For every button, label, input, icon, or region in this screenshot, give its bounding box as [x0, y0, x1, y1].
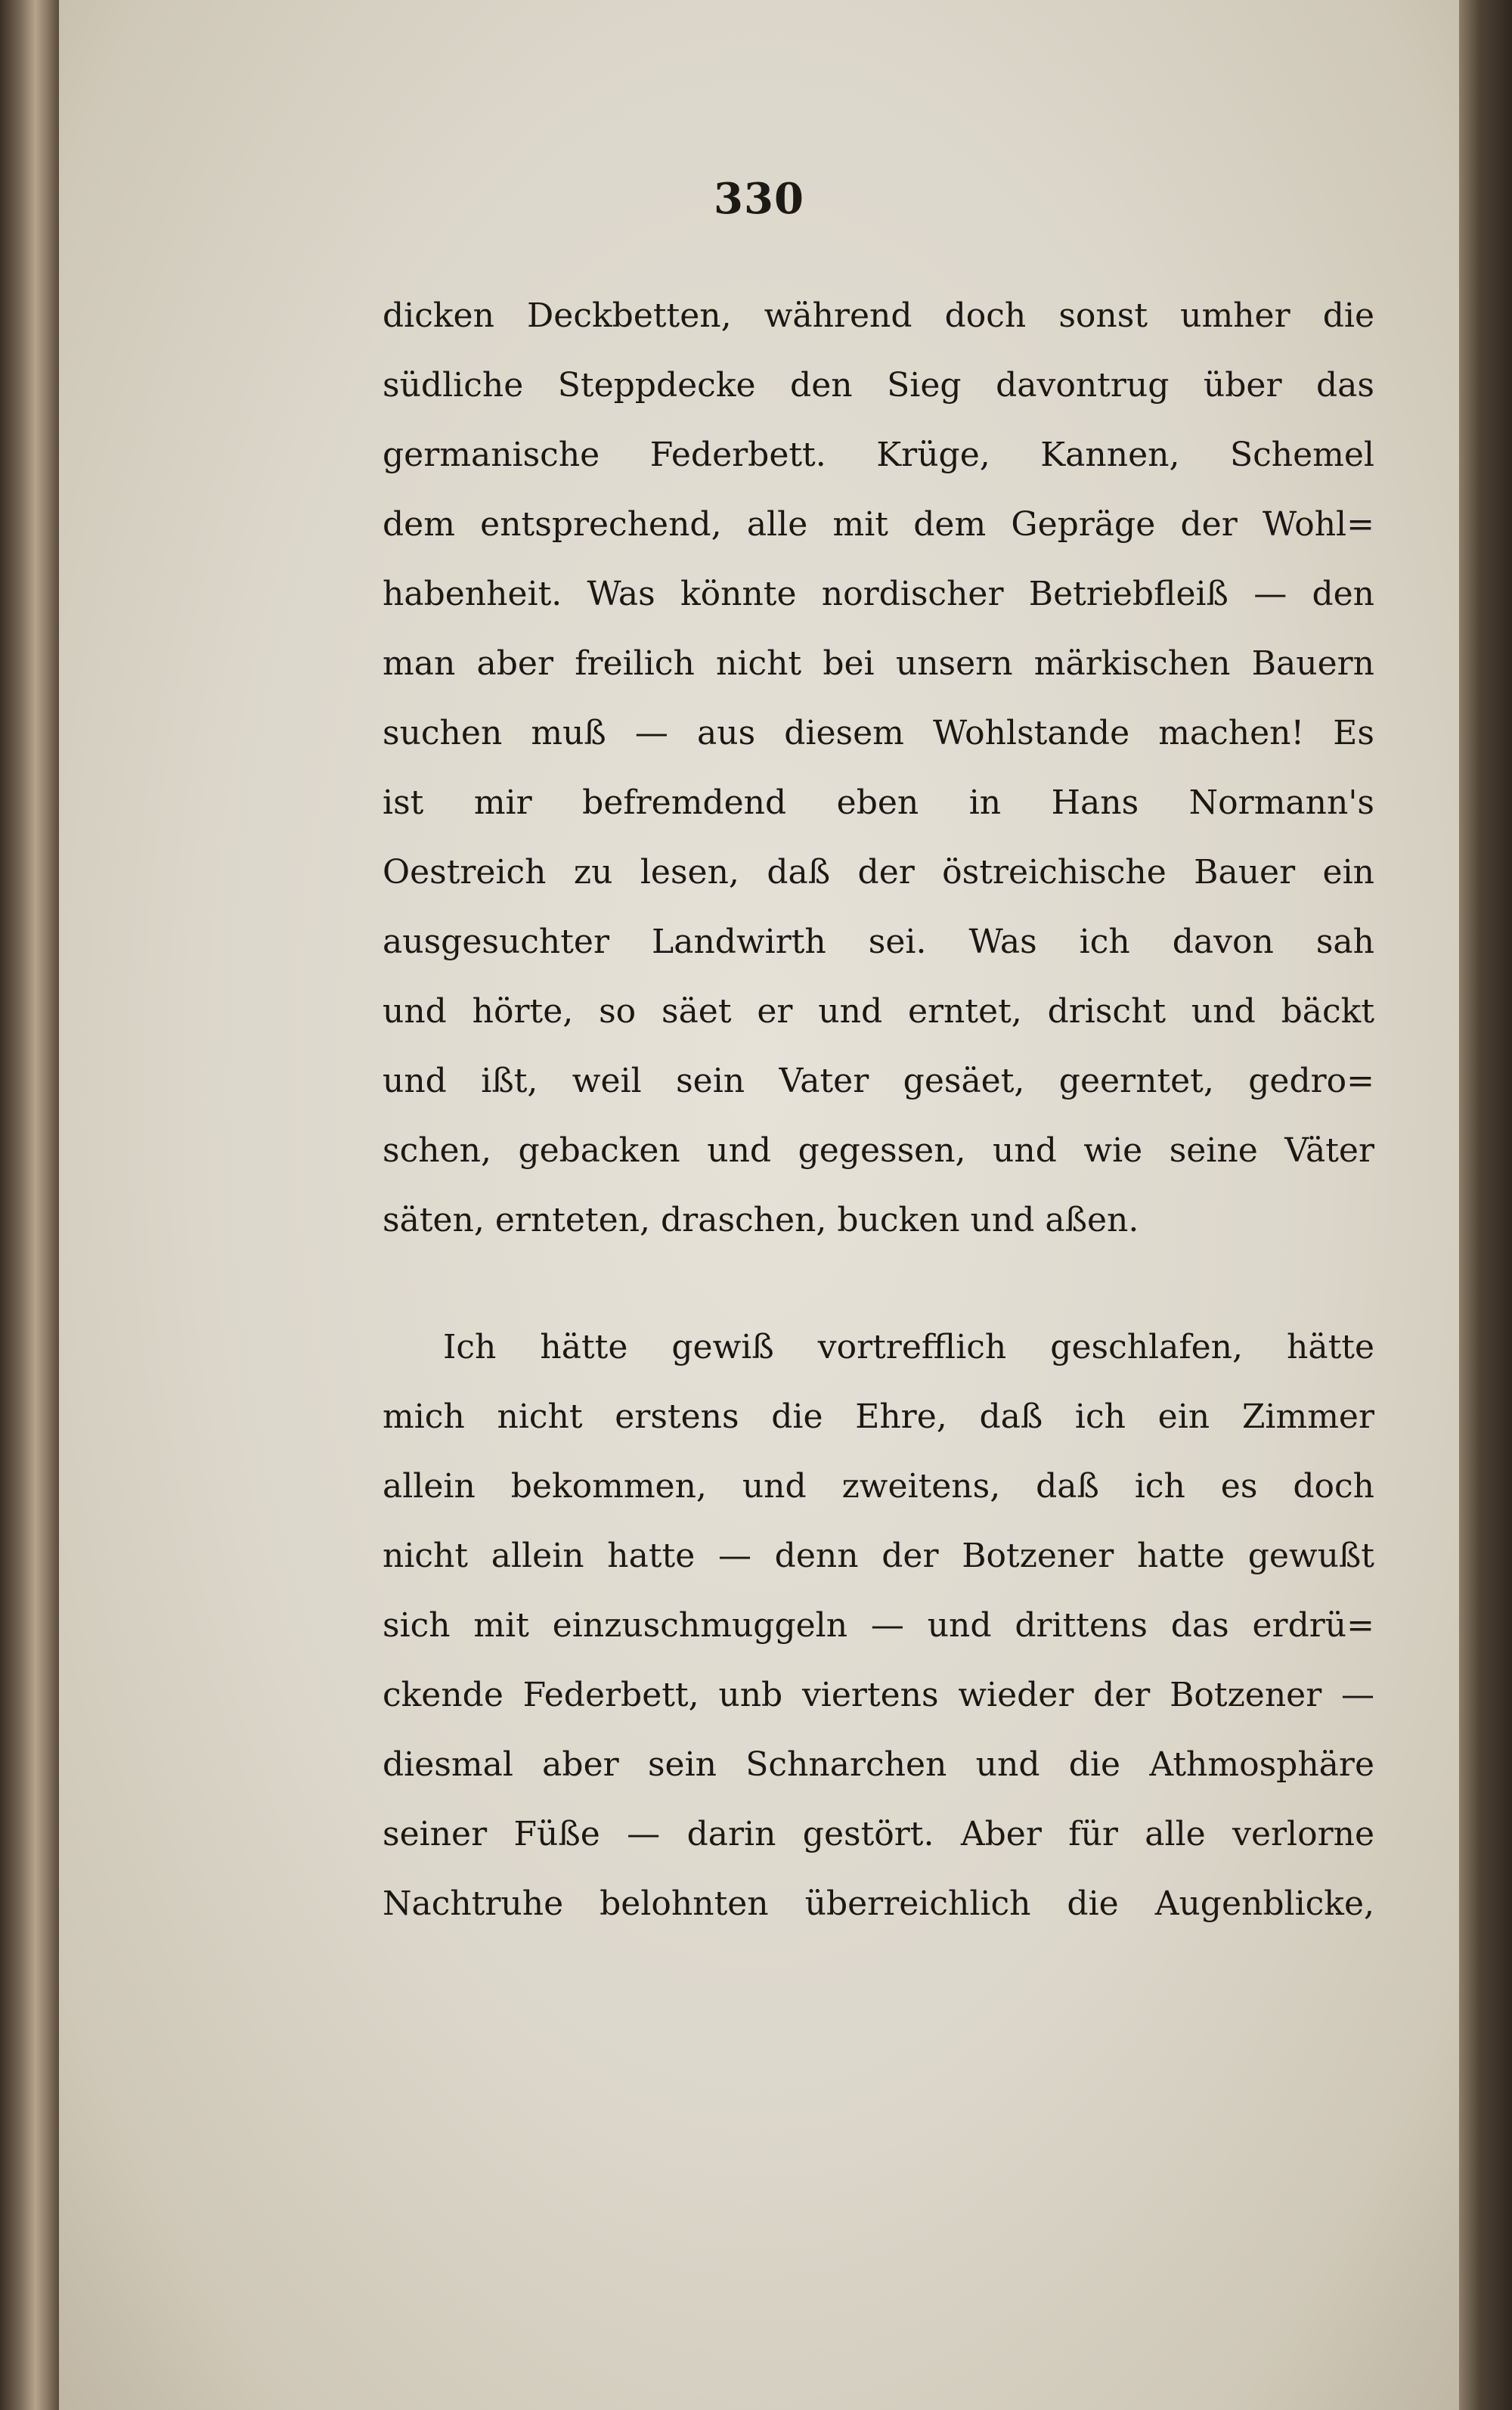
text-line: germanische Federbett. Krüge, Kannen, Schemel — [383, 436, 1374, 474]
text-line: ist mir befremdend eben in Hans Normann's — [383, 783, 1374, 822]
text-line: und hörte, so säet er und erntet, drischt und bäckt — [383, 992, 1374, 1031]
text-line: sich mit einzuschmuggeln — und drittens das erdrü= — [383, 1606, 1374, 1645]
text-line: mich nicht erstens die Ehre, daß ich ein Zimmer — [383, 1397, 1374, 1436]
text-line: und ißt, weil sein Vater gesäet, geerntet, gedro= — [383, 1062, 1374, 1100]
paragraph-1 — [383, 281, 1374, 1255]
text-line: Oestreich zu lesen, daß der östreichische Bauer ein — [383, 853, 1374, 892]
text-line: nicht allein hatte — denn der Botzener hatte gewußt — [383, 1537, 1374, 1575]
text-line: ckende Federbett, unb viertens wieder der Botzener — — [383, 1676, 1374, 1714]
text-line: dem entsprechend, alle mit dem Gepräge der Wohl= — [383, 505, 1374, 544]
text-line: seiner Füße — darin gestört. Aber für alle verlorne — [383, 1815, 1374, 1853]
text-line: Nachtruhe belohnten überreichlich die Augenblicke, — [383, 1884, 1374, 1923]
book-fore-edge — [1459, 0, 1512, 2410]
text-line: dicken Deckbetten, während doch sonst umher die — [383, 296, 1374, 335]
text-line: diesmal aber sein Schnarchen und die Athmosphäre — [383, 1745, 1374, 1784]
page-number: 330 — [714, 174, 804, 224]
text-line: suchen muß — aus diesem Wohlstande machen! Es — [383, 714, 1374, 752]
text-line: Ich hätte gewiß vortrefflich geschlafen, hätte — [443, 1328, 1374, 1366]
text-line: ausgesuchter Landwirth sei. Was ich davon sah — [383, 923, 1374, 961]
text-line: allein bekommen, und zweitens, daß ich es doch — [383, 1467, 1374, 1506]
text-line: säten, ernteten, draschen, bucken und aßen. — [383, 1201, 1139, 1239]
paragraph-2 — [383, 1313, 1374, 1939]
text-line: man aber freilich nicht bei unsern märkischen Bauern — [383, 644, 1374, 683]
book-spine-edge — [0, 0, 59, 2410]
text-line: schen, gebacken und gegessen, und wie seine Väter — [383, 1131, 1374, 1170]
text-line: habenheit. Was könnte nordischer Betriebfleiß — den — [383, 575, 1374, 613]
text-line: südliche Steppdecke den Sieg davontrug über das — [383, 366, 1374, 405]
book-page — [59, 0, 1459, 2410]
